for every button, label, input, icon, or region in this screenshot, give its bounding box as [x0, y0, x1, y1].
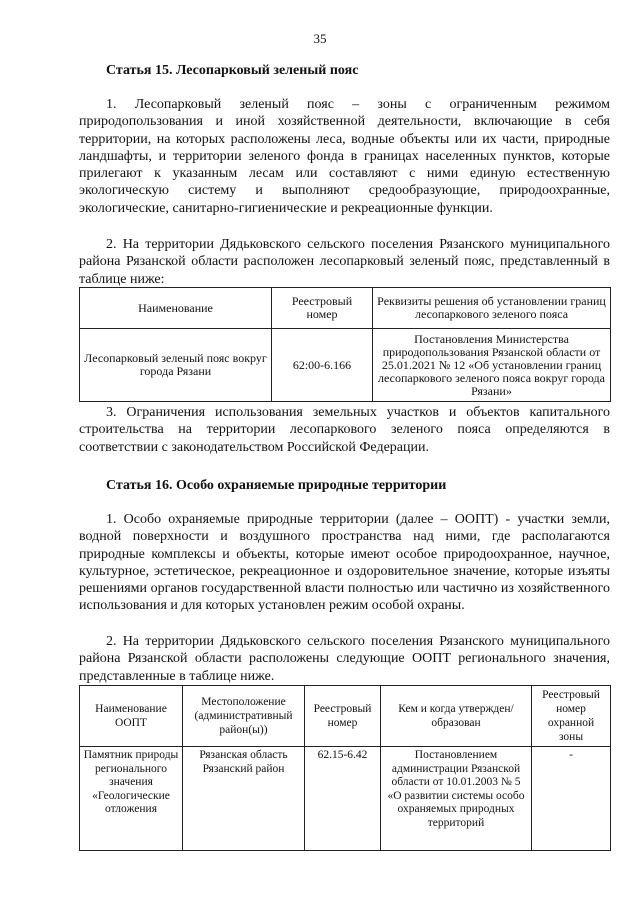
article-16-paragraph-2: 2. На территории Дядьковского сельского поселения Рязанского муниципального района Рязанской области расположены следующие ООПТ регионального значения, представленные в таблице ниже. — [79, 634, 610, 684]
greenbelt-table — [79, 287, 611, 402]
header-registry-number: Реестровый номер — [272, 288, 373, 329]
cell-buffer-zone-number: - — [532, 747, 611, 851]
page-number: 35 — [313, 31, 327, 46]
article-16-heading: Статья 16. Особо охраняемые природные территории — [106, 478, 447, 493]
article-16-paragraph-1: 1. Особо охраняемые природные территории (далее – ООПТ) - участки земли, водной поверхности и воздушного пространства над ними, где располагаются природные комплексы и объекты, которые имеют особое природоохранное, научное, культурное, эстетическое, рекреационное и оздоровительное значение, которые изъяты решениями органов государственной власти полностью или частично из хозяйственного использования и для которых установлен режим особой охраны. — [79, 512, 610, 614]
table-header-row — [80, 686, 611, 747]
article-15-paragraph-1: 1. Лесопарковый зеленый пояс – зоны с ограниченным режимом природопользования и иной хозяйственной деятельности, включающие в себя территории, на которых расположены леса, водные объекты или их части, природные ландшафты, и территории зеленого фонда в границах населенных пунктов, которые прилегают к указанным лесам или составляют с ними единую естественную экологическую систему и выполняют средообразующие, природоохранные, экологические, санитарно-гигиенические и рекреационные функции. — [79, 97, 610, 216]
table-row — [80, 747, 611, 851]
article-15-heading: Статья 15. Лесопарковый зеленый пояс — [106, 63, 359, 78]
cell-registry-number: 62.15-6.42 — [305, 747, 381, 851]
cell-location: Рязанская область Рязанский район — [183, 747, 305, 851]
header-area-name: Наименование ООПТ — [80, 686, 183, 747]
header-buffer-zone-number: Реестровый номер охранной зоны — [532, 686, 611, 747]
article-15-paragraph-2: 2. На территории Дядьковского сельского поселения Рязанского муниципального района Рязанской области расположен лесопарковый зеленый пояс, представленный в таблице ниже: — [79, 237, 610, 287]
cell-approved-by: Постановлением администрации Рязанской области от 10.01.2003 № 5 «О развитии системы особо охраняемых природных территорий — [381, 747, 532, 851]
header-name: Наименование — [80, 288, 272, 329]
table-row — [80, 329, 611, 402]
table-header-row — [80, 288, 611, 329]
cell-area-name: Памятник природы регионального значения «Геологические отложения — [80, 747, 183, 851]
protected-areas-table — [79, 685, 611, 851]
article-15-paragraph-3: 3. Ограничения использования земельных участков и объектов капитального строительства на территории лесопаркового зеленого пояса определяются в соответствии с законодательством Российской Федерации. — [79, 405, 610, 455]
header-decision-details: Реквизиты решения об установлении границ лесопаркового зеленого пояса — [373, 288, 611, 329]
cell-name: Лесопарковый зеленый пояс вокруг города Рязани — [80, 329, 272, 402]
header-location: Местоположение (административный район(ы)) — [183, 686, 305, 747]
cell-decision-details: Постановления Министерства природопользования Рязанской области от 25.01.2021 № 12 «Об установлении границ лесопаркового зеленого пояса вокруг города Рязани» — [373, 329, 611, 402]
header-approved-by: Кем и когда утвержден/ образован — [381, 686, 532, 747]
header-registry-number: Реестровый номер — [305, 686, 381, 747]
cell-registry-number: 62:00-6.166 — [272, 329, 373, 402]
